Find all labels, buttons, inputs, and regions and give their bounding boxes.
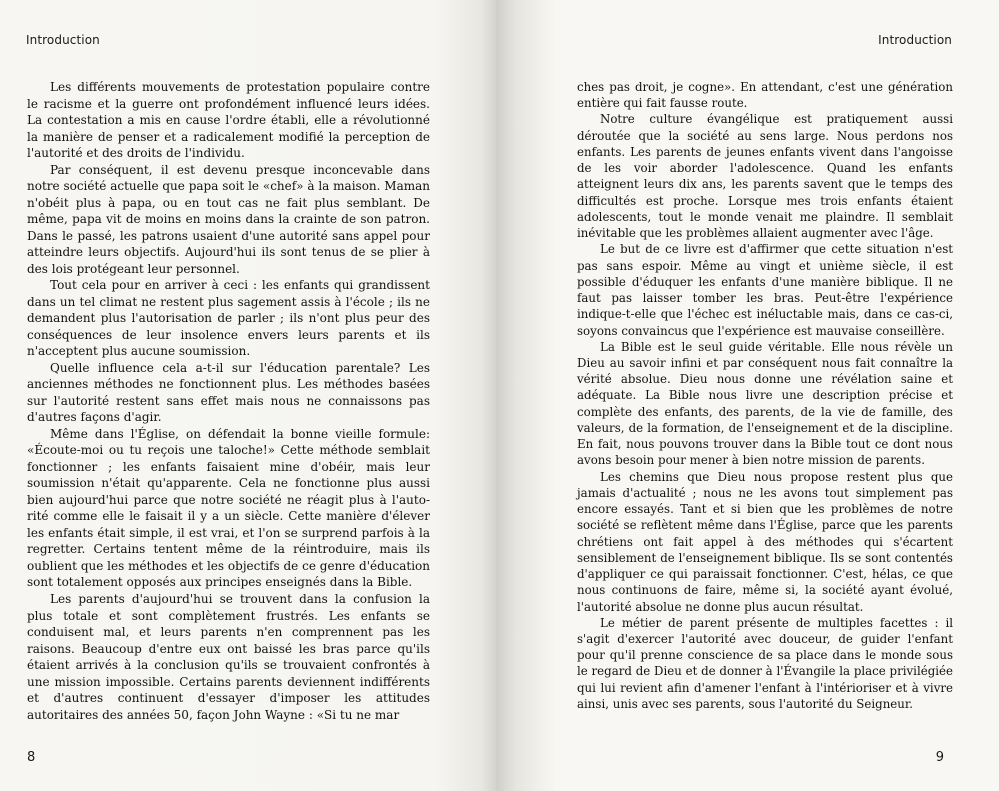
left-paragraph: Quelle influence cela a-t-il sur l'éducation parentale? Les anciennes méthodes ne fonctionnent plus. Les méthodes basées sur l'autorité restent sans effet mais nous ne connaissons pas d'autres façons d'agir.: [27, 360, 430, 425]
right-body-text: [577, 79, 953, 712]
right-paragraph-continued: ches pas droit, je cogne». En attendant, c'est une génération entière qui fait fausse route.: [577, 80, 953, 111]
left-paragraph: Par conséquent, il est devenu presque inconcevable dans notre société actuelle que papa soit le «chef» à la maison. Maman n'obéit plus à papa, ou en tout cas ne fait plus semblant. De même, papa vit de moins en moins dans la crainte de son patron. Dans le passé, les patrons usaient d'une autorité sans appel pour atteindre leurs objectifs. Aujourd'hui ils sont tenus de se plier à des lois protégeant leur personnel.: [27, 162, 430, 276]
left-paragraph: Les différents mouvements de protestation populaire contre le racisme et la guerre ont profondément influencé leurs idées. La contestation a mis en cause l'ordre établi, elle a révolutionné la manière de penser et a radicalement modifié la perception de l'autorité et des droits de l'individu.: [27, 80, 430, 161]
right-paragraph: Notre culture évangélique est pratiquement aussi déroutée que la société au sens large. Nous perdons nos enfants. Les parents de jeunes enfants vivent dans l'angoisse de les voir aborder l'adolescence. Quand les enfants atteignent leurs dix ans, les parents savent que le temps des difficultés est proche. Lorsque mes trois enfants étaient adolescents, tout le monde venait me plaindre. Il semblait inévitable que les problèmes allaient augmenter avec l'âge.: [577, 112, 953, 241]
right-paragraph: La Bible est le seul guide véritable. Elle nous révèle un Dieu au savoir infini et par conséquent nous fait connaître la vérité absolue. Dieu nous donne une révélation saine et adéquate. La Bible nous livre une description précise et complète des enfants, des parents, de la vie de famille, des valeurs, de la formation, de l'enseignement et de la discipline. En fait, nous pouvons trouver dans la Bible tout ce dont nous avons besoin pour mener à bien notre mission de parents.: [577, 339, 953, 468]
left-paragraph: Les parents d'aujourd'hui se trouvent dans la confusion la plus totale et sont complètement frustrés. Les enfants se conduisent mal, et leurs parents n'en comprennent pas les raisons. Beaucoup d'entre eux ont baissé les bras parce qu'ils étaient arrivés à la conclusion qu'ils se trouvaient confrontés à une mission impossible. Certains parents deviennent indifférents et d'autres continuent d'essayer d'imposer les attitudes autoritaires des années 50, façon John Wayne : «Si tu ne mar: [27, 591, 430, 722]
left-running-head: Introduction: [26, 33, 100, 47]
left-page-number: 8: [27, 750, 36, 765]
right-paragraph: Les chemins que Dieu nous propose restent plus que jamais d'actualité ; nous ne les avons tout simplement pas encore essayés. Tant et si bien que les problèmes de notre société se reflètent même dans l'Église, parce que les parents chrétiens ont fait appel à des méthodes qui s'écartent sensiblement de l'enseignement biblique. Ils se sont contentés d'appliquer ce qui paraissait fonctionner. C'est, hélas, ce que nous continuons de faire, même si, la société ayant évolué, l'autorité absolue ne donne plus aucun résultat.: [577, 469, 953, 614]
right-paragraph: Le métier de parent présente de multiples facettes : il s'agit d'exercer l'autorité avec douceur, de guider l'enfant pour qu'il prenne conscience de sa place dans le monde sous le regard de Dieu et de donner à l'Évangile la place privilégiée qui lui revient afin d'amener l'enfant à l'intérioriser et à vivre ainsi, unis avec ses parents, sous l'autorité du Seigneur.: [577, 615, 953, 711]
left-page: [0, 0, 496, 791]
right-page-number: 9: [935, 750, 944, 765]
left-paragraph: Même dans l'Église, on défendait la bonne vieille formule: «Écoute-moi ou tu reçois une taloche!» Cette méthode semblait fonctionner ; les enfants faisaient mine d'obéir, mais leur soumission n'était qu'apparente. Cela ne fonctionne plus aussi bien aujourd'hui parce que notre société ne réagit plus à l'autorité comme elle le faisait il y a un siècle. Cette manière d'élever les enfants était simple, il est vrai, et l'on se surprend parfois à la regretter. Certains tentent même de la réintroduire, mais ils oublient que les méthodes et les objectifs de ce genre d'éducation sont totalement opposés aux principes enseignés dans la Bible.: [27, 426, 430, 590]
right-running-head: Introduction: [878, 33, 952, 47]
right-paragraph: Le but de ce livre est d'affirmer que cette situation n'est pas sans espoir. Même au vingt et unième siècle, il est possible d'éduquer les enfants d'une manière biblique. Il ne faut pas laisser tomber les bras. Peut-être l'expérience indique-t-elle que l'échec est inéluctable mais, dans ce cas-ci, soyons convaincus que l'expérience est mauvaise conseillère.: [577, 242, 953, 338]
left-body-text: [27, 79, 430, 723]
left-paragraph: Tout cela pour en arriver à ceci : les enfants qui grandissent dans un tel climat ne restent plus sagement assis à l'école ; ils ne demandent plus l'autorisation de parler ; ils n'ont plus peur des conséquences de leur insolence envers leurs parents et ils n'acceptent plus aucune soumission.: [27, 278, 430, 359]
right-page: [496, 0, 999, 791]
